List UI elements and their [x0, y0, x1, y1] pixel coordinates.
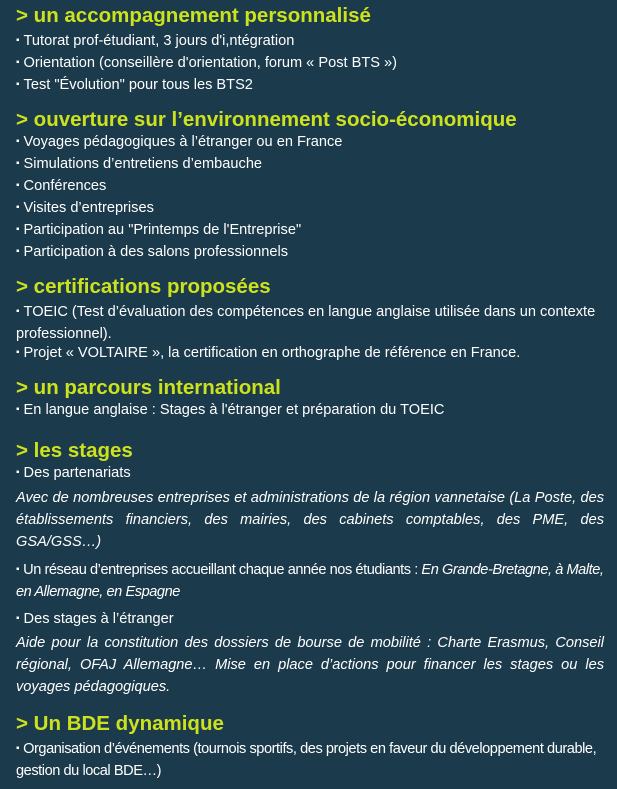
item-text: Visites d’entreprises [23, 200, 154, 216]
bullet-icon: ▪ [16, 57, 20, 68]
list-item [16, 244, 288, 260]
item-text: Participation au "Printemps de l'Entreprise" [23, 222, 302, 238]
list-item [16, 134, 342, 150]
item-text: Orientation (conseillère d'orientation, forum « Post BTS ») [23, 55, 398, 71]
item-text: Test "Évolution" pour tous les BTS2 [23, 77, 253, 93]
network-item [16, 559, 604, 603]
bullet-icon: ▪ [16, 347, 20, 358]
bullet-icon: ▪ [16, 136, 20, 147]
bullet-icon: ▪ [16, 202, 20, 213]
heading-accompagnement: > un accompagnement personnalisé [16, 4, 371, 27]
list-item [16, 200, 154, 216]
heading-certifications: > certifications proposées [16, 275, 271, 298]
list-item [16, 222, 301, 238]
abroad-text: Aide pour la constitution des dossiers de bourse de mobilité : Charte Erasmus, Conseil régional, OFAJ Allemagne… Mise en place d’actions pour financer les stages ou les voyages pédagogiques. [16, 635, 604, 695]
heading-stages: > les stages [16, 439, 133, 462]
bullet-icon: ▪ [16, 743, 20, 754]
item-text: Tutorat prof-étudiant, 3 jours d'i,ntégration [23, 33, 295, 49]
heading-bde: > Un BDE dynamique [16, 712, 224, 735]
item-text: Voyages pédagogiques à l’étranger ou en France [23, 134, 343, 150]
bullet-icon: ▪ [16, 79, 20, 90]
list-item [16, 77, 253, 93]
bullet-icon: ▪ [16, 158, 20, 169]
item-text: Projet « VOLTAIRE », la certification en orthographe de référence en France. [23, 345, 521, 361]
bullet-icon: ▪ [16, 613, 20, 624]
list-item [16, 55, 397, 71]
heading-international: > un parcours international [16, 376, 281, 399]
bullet-icon: ▪ [16, 35, 20, 46]
item-text: Des partenariats [23, 465, 131, 481]
list-item [16, 465, 131, 481]
item-text: Simulations d’entretiens d’embauche [23, 156, 263, 172]
item-text: TOEIC (Test d’évaluation des compétences en langue anglaise utilisée dans un contexte professionnel). [16, 304, 596, 342]
list-item [16, 402, 444, 418]
list-item [16, 301, 604, 345]
list-item [16, 33, 294, 49]
list-item [16, 611, 174, 627]
list-item [16, 156, 262, 172]
network-label: Un réseau d’entreprises accueillant chaque année nos étudiants : [23, 562, 418, 578]
item-text: Conférences [23, 178, 107, 194]
bullet-icon: ▪ [16, 564, 20, 575]
bullet-icon: ▪ [16, 246, 20, 257]
bullet-icon: ▪ [16, 404, 20, 415]
bullet-icon: ▪ [16, 467, 20, 478]
item-text: Des stages à l’étranger [23, 611, 174, 627]
item-text: En langue anglaise : Stages à l'étranger et préparation du TOEIC [23, 402, 445, 418]
list-item [16, 345, 520, 361]
bullet-icon: ▪ [16, 180, 20, 191]
item-text: Organisation d’événements (tournois sportifs, des projets en faveur du développement durable, gestion du local BDE…) [16, 741, 597, 779]
list-item [16, 738, 604, 782]
heading-ouverture: > ouverture sur l’environnement socio-économique [16, 108, 517, 131]
network-countries: En Grande-Bretagne, à Malte, en Allemagne, en Espagne [16, 562, 604, 600]
list-item [16, 178, 106, 194]
bullet-icon: ▪ [16, 224, 20, 235]
bullet-icon: ▪ [16, 306, 20, 317]
item-text: Participation à des salons professionnels [23, 244, 289, 260]
partners-text: Avec de nombreuses entreprises et administrations de la région vannetaise (La Poste, des établissements financiers, des mairies, des cabinets comptables, des PME, des GSA/GSS…) [16, 490, 604, 550]
